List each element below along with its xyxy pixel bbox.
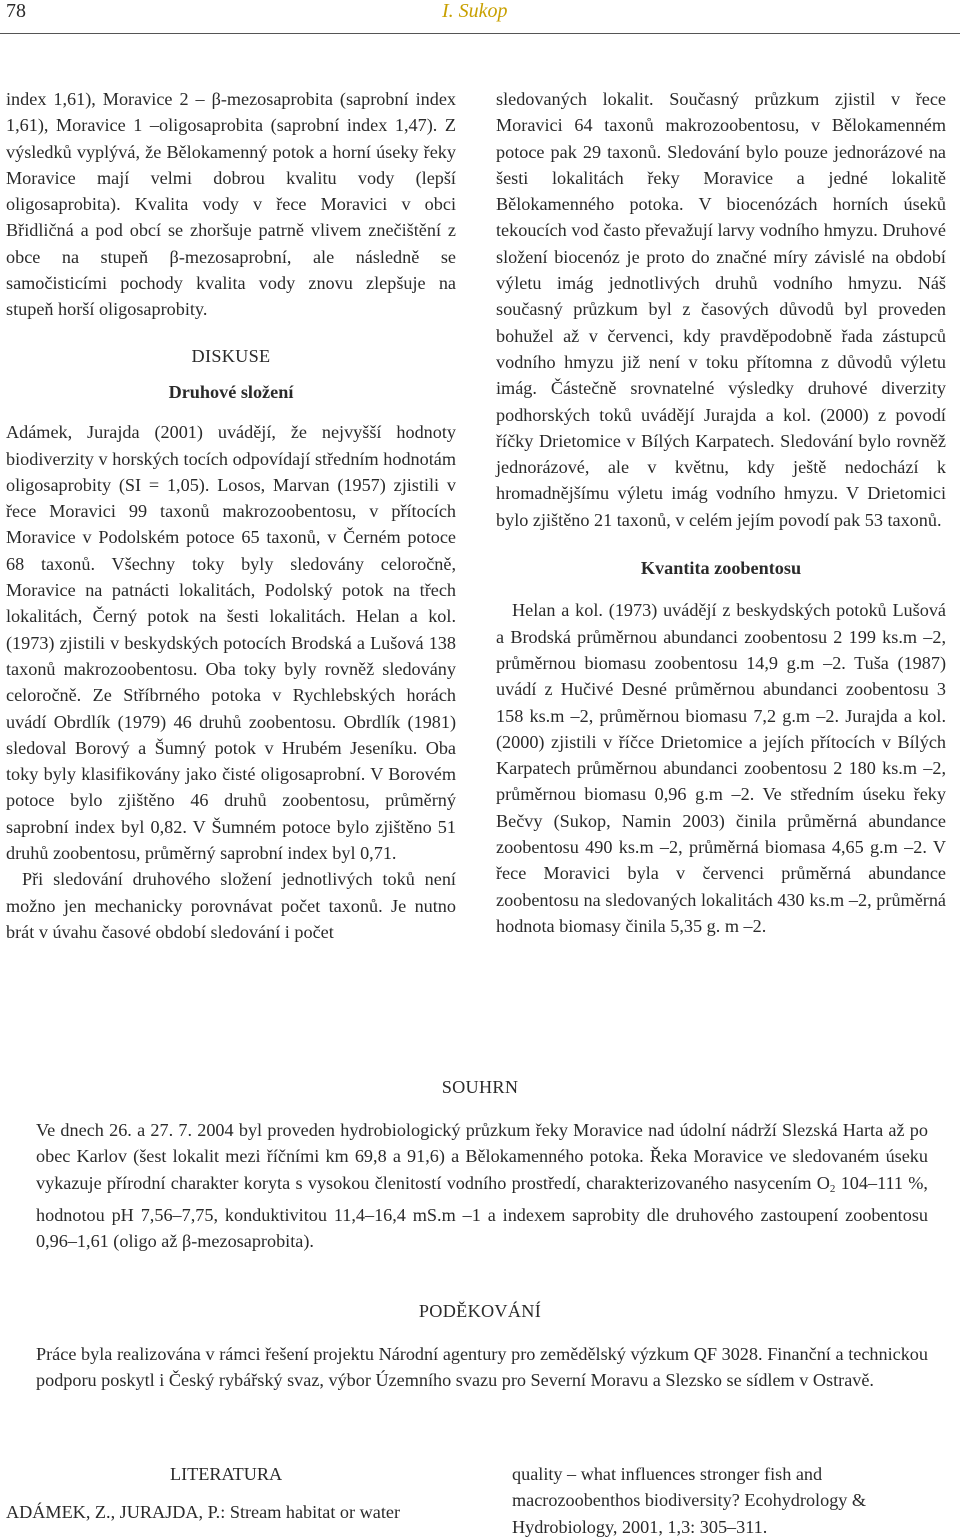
left-paragraph-3: Při sledování druhového složení jednotlivých toků není možno jen mechanicky porovnávat počet taxonů. Je nutno brát v úvahu časové období sledování i počet <box>6 869 456 942</box>
left-paragraph-2: Adámek, Jurajda (2001) uvádějí, že nejvyšší hodnoty biodiverzity v horských tocích odpovídají středním hodnotám oligosaprobity (SI = 1,05). Losos, Marvan (1957) zjistili v řece Moravici 99 taxonů makrozoobentosu, v přítocích Moravice v Podolském potoce 65 taxonů, v Černém potoce 68 taxonů. Všechny toky byly sledovány celoročně, Moravice na patnácti lokalitách, Podolský potok na třech lokalitách, Černý potok na šesti lokalitách. Helan a kol. (1973) zjistili v beskydských potocích Brodská a Lušová 138 taxonů makrozoobentosu. Oba toky byly rovněž sledovány celoročně. Ze Stříbrného potoka v Rychlebských horách uvádí Obrdlík (1979) 46 druhů zoobentosu. Obrdlík (1981) sledoval Borový a Šumný potok v Hrubém Jeseníku. Oba toky byly klasifikovány jako čisté oligosaprobní. V Borovém potoce bylo zjištěno 46 druhů zoobentosu, průměrný saprobní index byl 0,82. V Šumném potoce bylo zjištěno 51 druhů zoobentosu, průměrný saprobní index byl 0,71. <box>6 422 456 864</box>
right-paragraph-2: Helan a kol. (1973) uvádějí z beskydských potoků Lušová a Brodská průměrnou abundanci zoobentosu 2 199 ks.m –2, průměrnou biomasu zoobentosu 14,9 g.m –2. Tuša (1987) uvádí z Hučivé Desné průměrnou abundanci zoobentosu 3 158 ks.m –2, průměrnou biomasu 7,2 g.m –2. Jurajda a kol.(2000) zjistili v říčce Drietomice a jejích přítocích v Bílých Karpatech průměrnou abundanci zoobentosu 2 180 ks.m –2, průměrnou biomasu 0,96 g.m –2. Ve středním úseku řeky Bečvy (Sukop, Namin 2003) činila průměrná abundance zoobentosu 490 ks.m –2, průměrná biomasa 4,65 g.m –2. V řece Moravici byla v červenci průměrná abundance zoobentosu na sledovaných lokalitách 430 ks.m –2, průměrná hodnota biomasy činila 5,35 g. m –2. <box>496 600 946 936</box>
literatura-column <box>6 1461 476 1525</box>
druhove-slozeni-heading: Druhové složení <box>168 381 294 402</box>
header-rule <box>0 33 960 34</box>
right-paragraph-1: sledovaných lokalit. Současný průzkum zjistil v řece Moravici 64 taxonů makrozoobentosu, v Bělokamenném potoce pak 29 taxonů. Sledování bylo pouze jednorázové na šesti lokalitách řeky Moravice a jedné lokalitě Bělokamenného potoka. V biocenózách horních úseků tekoucích vod často převažují larvy vodního hmyzu. Druhové složení biocenóz je proto do značné míry závislé na období výletu imág jednotlivých druhů vodního hmyzu. Náš současný průzkum byl z časových důvodů byl proveden bohužel až v červenci, kdy pravděpodobně řada zástupců vodního hmyzu již není v toku přítomna z důvodů výletu imág. Částečně srovnatelné výsledky druhové diverzity podhorských toků uvádějí Jurajda a kol. (2000) z povodí říčky Drietomice v Bílých Karpatech. Sledování bylo rovněž jednorázové, ale v květnu, kdy ještě nedochází k hromadnějšímu výletu imág vodního hmyzu. V Drietomici bylo zjištěno 21 taxonů, v celém jejím povodí pak 53 taxonů. <box>496 89 946 530</box>
right-column <box>496 86 946 939</box>
souhrn-text-part-2: 104–111 %, hodnotou pH 7,56–7,75, konduktivitou 11,4–16,4 mS.m –1 a indexem saprobity dle druhového zastoupení zoobentosu 0,96–1,61 (oligo až β-mezosaprobita). <box>36 1172 928 1252</box>
literatura-entry-continuation: quality – what influences stronger fish and macrozoobenthos biodiversity? Ecohydrology & Hydrobiology, 2001, 1,3: 305–311. <box>512 1464 867 1537</box>
souhrn-text-part-1: Ve dnech 26. a 27. 7. 2004 byl proveden hydrobiologický průzkum řeky Moravice nad údolní nádrží Slezská Harta až po obec Karlov (šest lokalit mezi říčními km 69,8 a 91,6) a Bělokamenného potoka. Řeka Moravice ve sledovaném úseku vykazuje přírodní charakter koryta s vysokou členitostí vodního prostředí, charakterizovaného nasycením O <box>36 1120 928 1193</box>
literatura-entry-start: ADÁMEK, Z., JURAJDA, P.: Stream habitat or water <box>6 1502 401 1522</box>
oxygen-subscript: 2 <box>829 1182 836 1195</box>
souhrn-text <box>36 1117 928 1254</box>
page-number: 78 <box>6 0 26 22</box>
running-head: I. Sukop <box>442 0 508 22</box>
kvantita-heading: Kvantita zoobentosu <box>640 558 802 579</box>
left-paragraph-1: index 1,61), Moravice 2 – β-mezosaprobita (saprobní index 1,61), Moravice 1 –oligosaprobita (saprobní index 1,47). Z výsledků vyplývá, že Bělokamenný potok a horní úseky řeky Moravice mají velmi dobrou kvalitu vody (lepší oligosaprobita). Kvalita vody v řece Moravici v obci Břidličná a pod obcí se zhoršuje patrně vlivem znečištění z obce na stupeň β-mezosaprobní, ale následně se samočisticími pochody kvalita vody znovu zlepšuje na stupeň horší oligosaprobity. <box>6 89 456 320</box>
literatura-heading: LITERATURA <box>170 1464 283 1484</box>
left-column <box>6 86 456 945</box>
podekovani-text: Práce byla realizována v rámci řešení projektu Národní agentury pro zemědělský výzkum QF 3028. Finanční a technickou podporu poskytl i Český rybářský svaz, výbor Územního svazu pro Severní Moravu a Slezsko se sídlem v Ostravě. <box>36 1344 928 1391</box>
podekovani-heading: PODĚKOVÁNÍ <box>418 1301 542 1321</box>
diskuse-heading: DISKUSE <box>191 345 271 366</box>
souhrn-heading: SOUHRN <box>441 1077 519 1097</box>
